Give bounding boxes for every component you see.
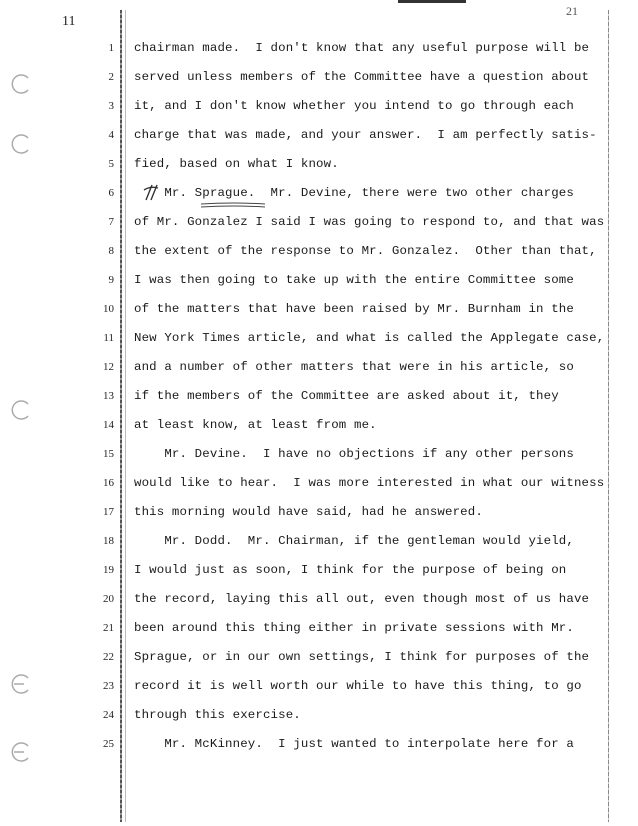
line-number: 18 [103, 535, 114, 547]
punch-hole-icon [8, 72, 32, 96]
line-number: 9 [108, 274, 114, 286]
transcript-line: would like to hear. I was more interested in what our witness [134, 476, 605, 490]
transcript-line: through this exercise. [134, 708, 301, 722]
page-number-right: 21 [566, 4, 578, 18]
transcript-line: charge that was made, and your answer. I am perfectly satis- [134, 128, 597, 142]
transcript-line: Sprague, or in our own settings, I think for purposes of the [134, 650, 590, 664]
handwritten-underline [200, 202, 266, 208]
line-number: 12 [103, 361, 114, 373]
transcript-line: I would just as soon, I think for the purpose of being on [134, 563, 567, 577]
line-number: 21 [103, 622, 114, 634]
top-edge-mark [398, 0, 466, 3]
transcript-line: if the members of the Committee are asked about it, they [134, 389, 559, 403]
line-number: 25 [103, 738, 114, 750]
page-number: 11 [62, 14, 76, 29]
line-number: 11 [103, 332, 114, 344]
right-margin-rule [608, 10, 609, 822]
punch-hole-icon [8, 398, 32, 422]
transcript-line: New York Times article, and what is called the Applegate case, [134, 331, 605, 345]
line-number: 15 [103, 448, 114, 460]
transcript-line: this morning would have said, had he answered. [134, 505, 483, 519]
transcript-line: of Mr. Gonzalez I said I was going to respond to, and that was [134, 215, 605, 229]
line-number: 10 [103, 303, 114, 315]
line-number: 6 [108, 187, 114, 199]
transcript-line: at least know, at least from me. [134, 418, 377, 432]
line-number: 19 [103, 564, 114, 576]
line-number: 13 [103, 390, 114, 402]
transcript-line: I was then going to take up with the entire Committee some [134, 273, 574, 287]
transcript-line: record it is well worth our while to have this thing, to go [134, 679, 582, 693]
punch-hole-icon [8, 132, 32, 156]
transcript-line: served unless members of the Committee have a question about [134, 70, 590, 84]
transcript-line: Mr. Sprague. Mr. Devine, there were two other charges [134, 186, 574, 200]
line-number: 20 [103, 593, 114, 605]
transcript-line: and a number of other matters that were in his article, so [134, 360, 574, 374]
left-margin-rule-inner [125, 10, 126, 822]
transcript-line: of the matters that have been raised by Mr. Burnham in the [134, 302, 574, 316]
transcript-line: chairman made. I don't know that any useful purpose will be [134, 41, 590, 55]
transcript-line: the record, laying this all out, even though most of us have [134, 592, 590, 606]
punch-hole-icon [8, 740, 32, 764]
line-number: 14 [103, 419, 114, 431]
line-number: 8 [108, 245, 114, 257]
line-number: 16 [103, 477, 114, 489]
left-margin-rule [120, 10, 122, 822]
transcript-line: fied, based on what I know. [134, 157, 339, 171]
transcript-line: Mr. Dodd. Mr. Chairman, if the gentleman would yield, [134, 534, 574, 548]
line-number: 1 [108, 42, 114, 54]
transcript-line: Mr. McKinney. I just wanted to interpolate here for a [134, 737, 574, 751]
line-number: 23 [103, 680, 114, 692]
punch-hole-icon [8, 672, 32, 696]
line-number: 7 [108, 216, 114, 228]
transcript-line: the extent of the response to Mr. Gonzalez. Other than that, [134, 244, 597, 258]
line-number: 2 [108, 71, 114, 83]
line-number: 4 [108, 129, 114, 141]
paragraph-mark-icon [140, 182, 162, 204]
transcript-line: Mr. Devine. I have no objections if any other persons [134, 447, 574, 461]
line-number: 3 [108, 100, 114, 112]
line-number: 5 [108, 158, 114, 170]
transcript-line: it, and I don't know whether you intend to go through each [134, 99, 574, 113]
line-number: 24 [103, 709, 114, 721]
line-number: 17 [103, 506, 114, 518]
transcript-line: been around this thing either in private sessions with Mr. [134, 621, 574, 635]
line-number: 22 [103, 651, 114, 663]
